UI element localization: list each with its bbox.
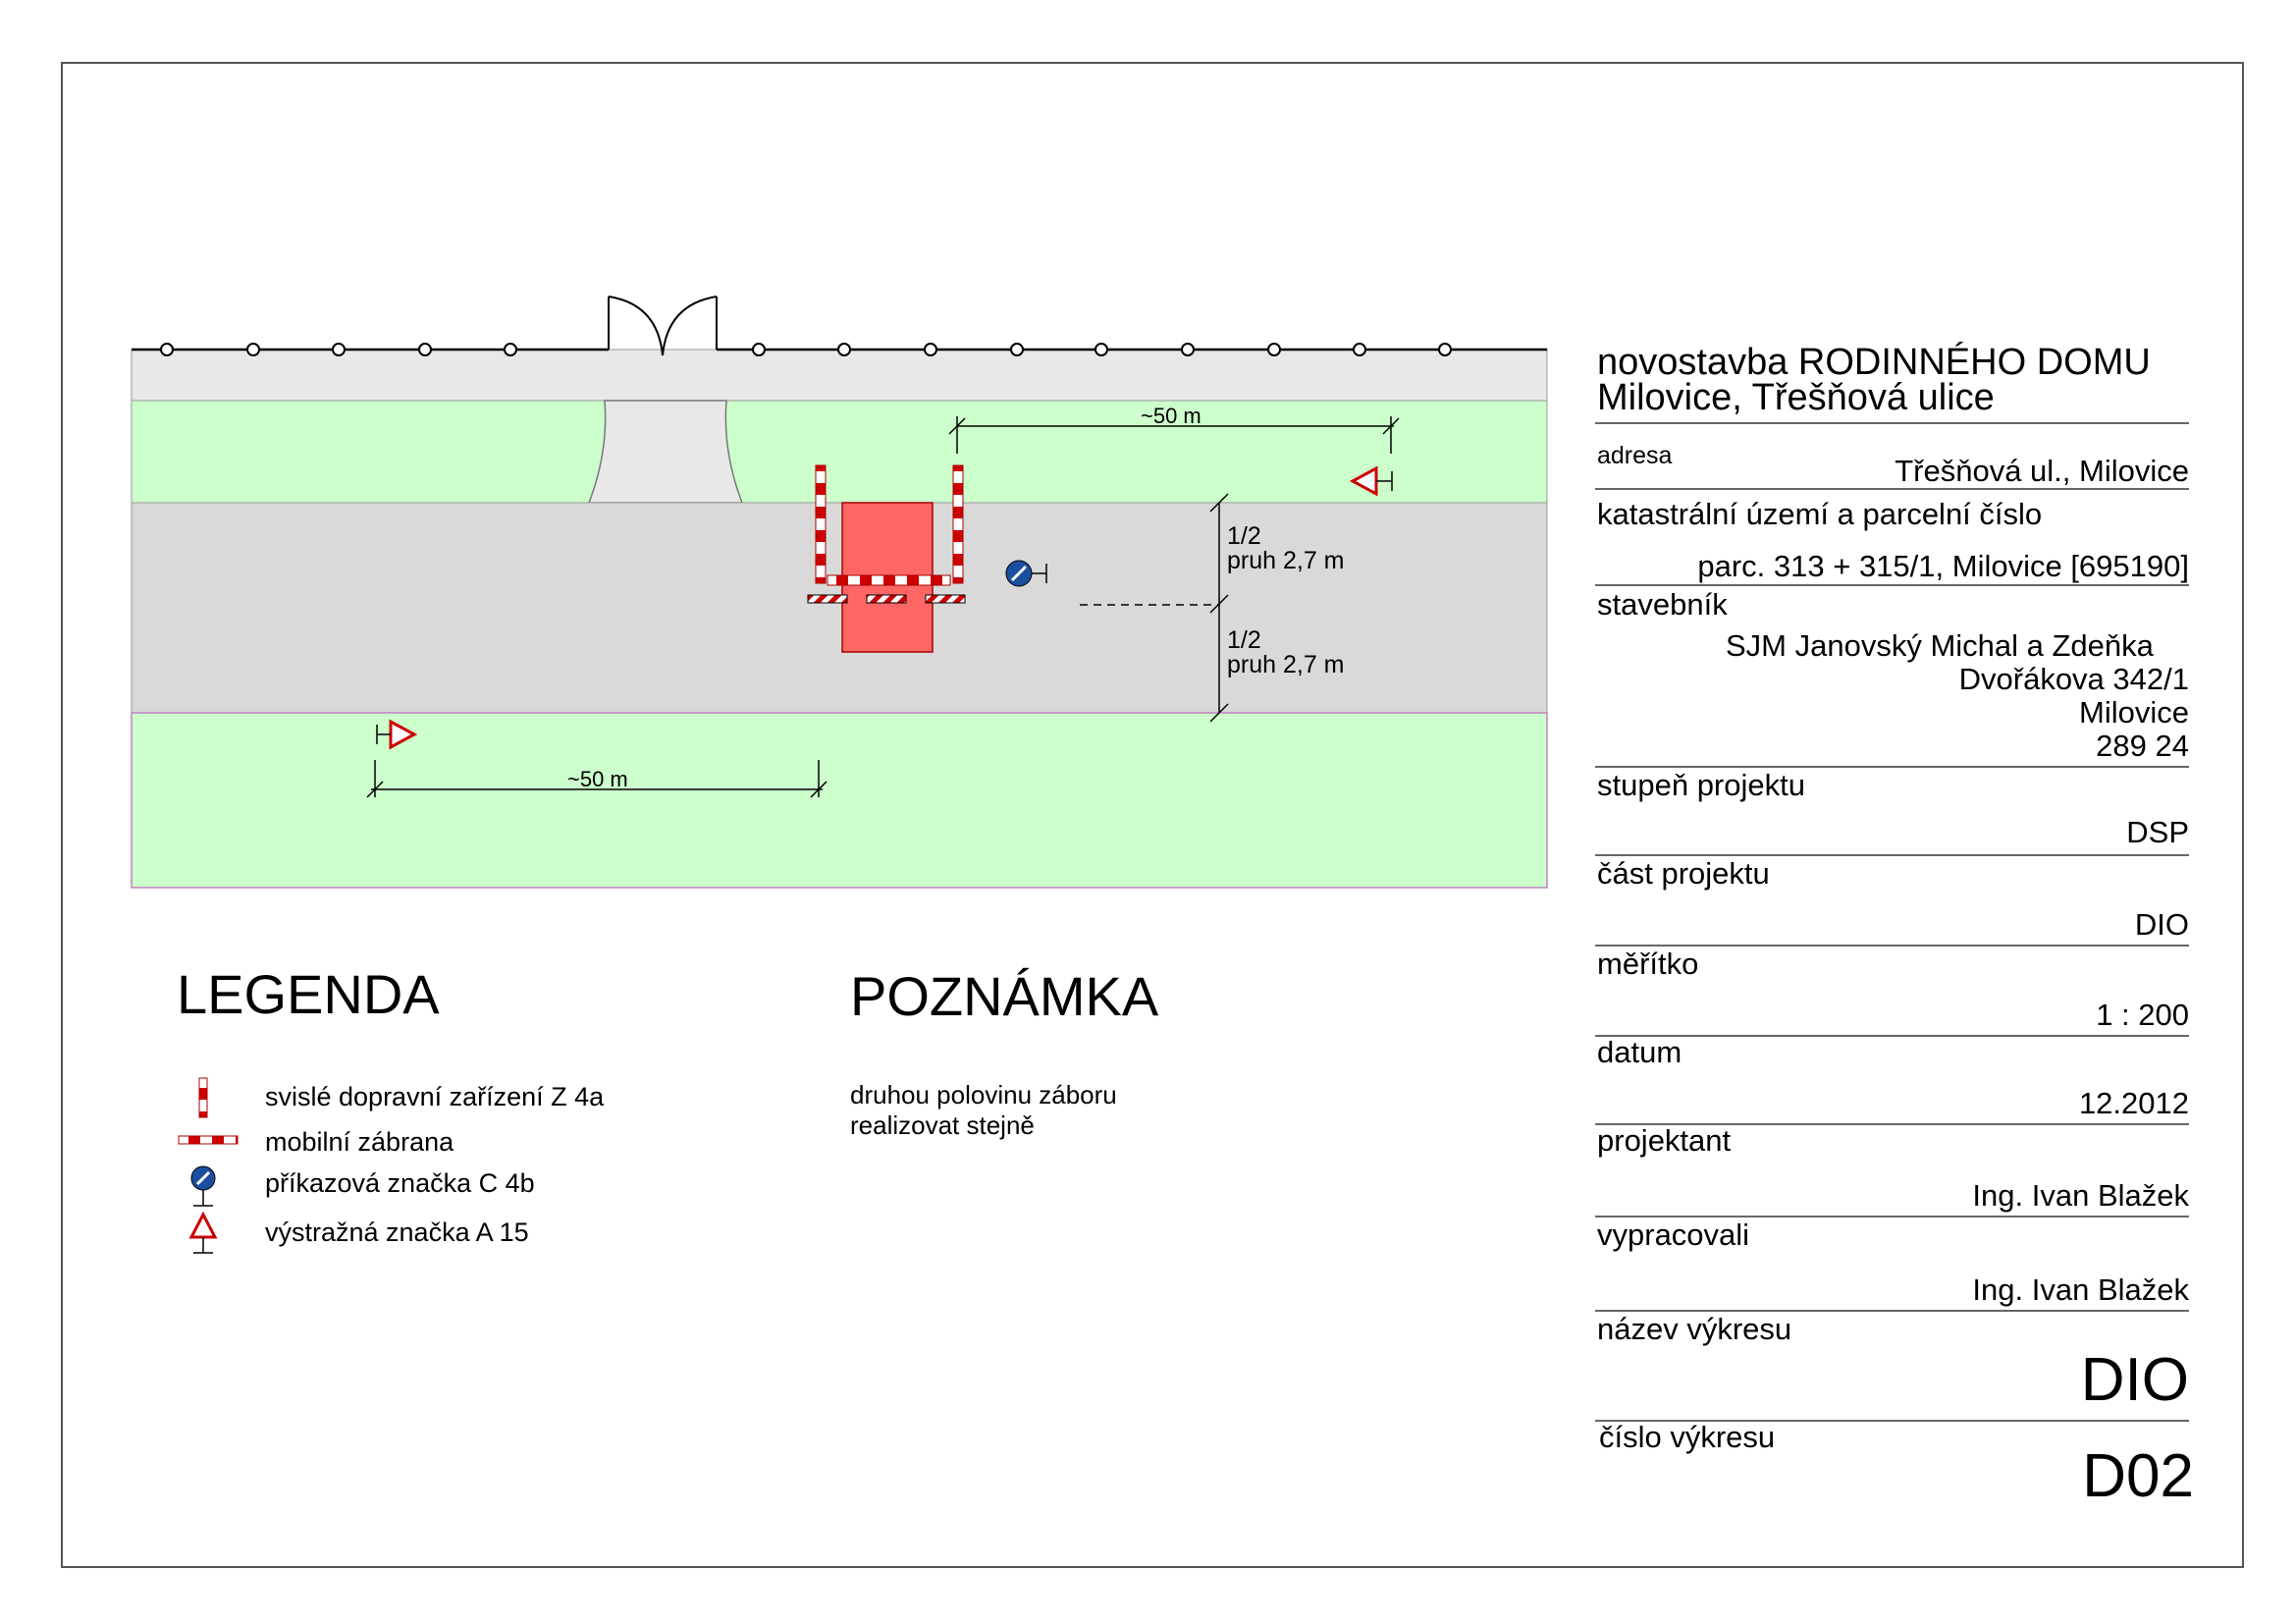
fence-post <box>333 344 345 355</box>
sidewalk <box>132 350 1547 401</box>
prepared-value: Ing. Ivan Blažek <box>1972 1272 2189 1307</box>
road <box>132 503 1547 713</box>
drawing-name-label: název výkresu <box>1597 1312 1792 1346</box>
divider <box>1595 422 2189 424</box>
dim-bottom-label: ~50 m <box>567 767 628 791</box>
stage-label: stupeň projektu <box>1597 768 1805 802</box>
driveway <box>589 401 742 503</box>
dim-top-label: ~50 m <box>1141 404 1201 428</box>
stage-value: DSP <box>2126 815 2189 849</box>
drawing-number-value: D02 <box>2082 1442 2194 1510</box>
fence-post <box>925 344 936 355</box>
builder-line-2: Dvořákova 342/1 <box>1958 662 2189 696</box>
address-label: adresa <box>1597 442 1673 469</box>
note-text <box>850 1080 1117 1141</box>
grass-top <box>132 401 1547 503</box>
a15-sign-icon <box>177 1212 255 1259</box>
project-title-line-2: Milovice, Třešňová ulice <box>1597 377 1995 418</box>
fence-post <box>1268 344 1280 355</box>
mobile-barrier-icon <box>177 1129 255 1159</box>
fence-post <box>1354 344 1365 355</box>
fence-post <box>753 344 765 355</box>
divider <box>1595 584 2189 586</box>
date-label: datum <box>1597 1035 1682 1069</box>
fence-post <box>419 344 431 355</box>
fence-post <box>161 344 173 355</box>
fence-post <box>505 344 516 355</box>
builder-label: stavebník <box>1597 587 1728 622</box>
lane-upper-fraction: 1/2 <box>1227 522 1261 550</box>
legend-label: příkazová značka C 4b <box>265 1168 535 1198</box>
builder-line-3: Milovice <box>2079 695 2189 730</box>
fence-post <box>1095 344 1107 355</box>
builder-line-1: SJM Janovský Michal a Zdeňka <box>1726 628 2154 663</box>
builder-line-4: 289 24 <box>2096 729 2189 763</box>
fence-post <box>1439 344 1451 355</box>
fence-post <box>247 344 259 355</box>
legend-label: mobilní zábrana <box>265 1127 454 1157</box>
legend-label: svislé dopravní zařízení Z 4a <box>265 1082 605 1111</box>
lane-lower-label: pruh 2,7 m <box>1227 651 1345 678</box>
note-line-1: druhou polovinu záboru <box>850 1080 1117 1109</box>
fence-post <box>838 344 850 355</box>
part-label: část projektu <box>1597 856 1770 891</box>
address-value: Třešňová ul., Milovice <box>1895 454 2189 488</box>
gate <box>609 297 717 355</box>
z4a-post-left <box>816 465 826 583</box>
scale-label: měřítko <box>1597 947 1699 981</box>
lane-upper-label: pruh 2,7 m <box>1227 547 1345 574</box>
divider <box>1595 1035 2189 1037</box>
divider <box>1595 488 2189 490</box>
note-line-2: realizovat stejně <box>850 1110 1035 1140</box>
c4b-sign-icon <box>177 1164 255 1212</box>
cadastre-value: parc. 313 + 315/1, Milovice [695190] <box>1697 549 2189 583</box>
drawing-name-value: DIO <box>2080 1346 2189 1414</box>
drawing-number-label: číslo výkresu <box>1599 1420 1776 1454</box>
part-value: DIO <box>2134 907 2189 942</box>
date-value: 12.2012 <box>2078 1086 2189 1120</box>
legend-title: LEGENDA <box>177 963 440 1025</box>
cadastre-label: katastrální území a parcelní číslo <box>1597 497 2043 531</box>
legend-label: výstražná značka A 15 <box>265 1217 529 1247</box>
z4a-post-right <box>953 465 963 583</box>
lane-lower-fraction: 1/2 <box>1227 626 1261 654</box>
designer-label: projektant <box>1597 1123 1732 1158</box>
note-title: POZNÁMKA <box>850 965 1159 1027</box>
fence-post <box>1182 344 1194 355</box>
prepared-label: vypracovali <box>1597 1217 1750 1252</box>
barrier-feet <box>808 595 965 603</box>
designer-value: Ing. Ivan Blažek <box>1972 1178 2189 1213</box>
project-title-line-1: novostavba RODINNÉHO DOMU <box>1597 342 2151 383</box>
grass-bottom <box>132 713 1547 888</box>
scale-value: 1 : 200 <box>2096 998 2189 1032</box>
fence-post <box>1011 344 1023 355</box>
mobile-barrier <box>828 575 950 585</box>
z4a-icon <box>177 1076 255 1121</box>
